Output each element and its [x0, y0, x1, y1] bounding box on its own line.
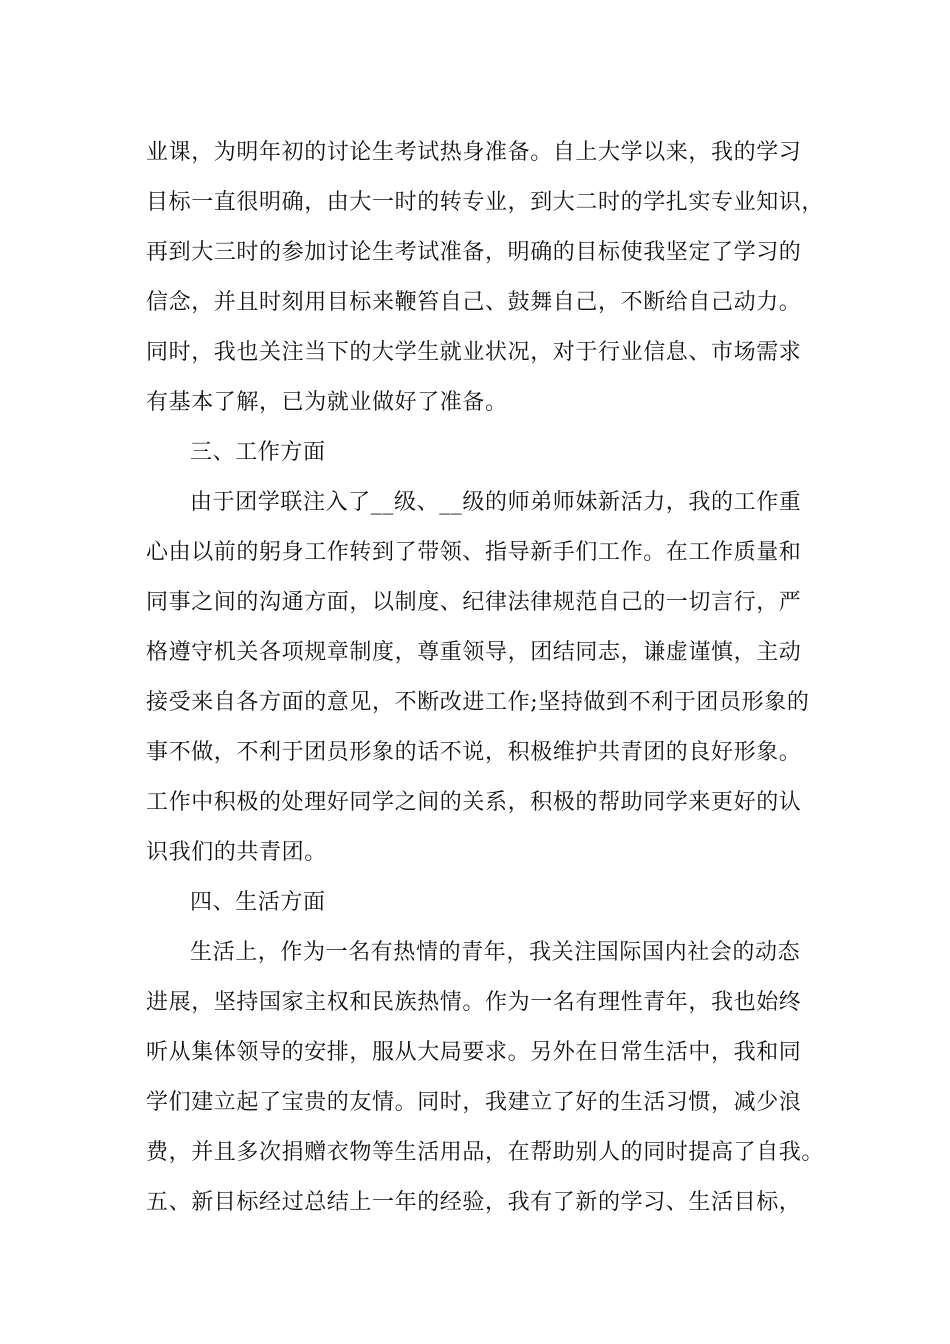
- text-line: 识我们的共青团。: [146, 840, 327, 865]
- section-heading-work: 三、工作方面: [190, 440, 326, 465]
- text-line: 心由以前的躬身工作转到了带领、指导新手们工作。在工作质量和: [146, 540, 802, 565]
- text-line: 业课，为明年初的讨论生考试热身准备。自上大学以来，我的学习: [146, 140, 802, 165]
- text-line: 五、新目标经过总结上一年的经验，我有了新的学习、生活目标，: [146, 1190, 802, 1215]
- text-line: 费，并且多次捐赠衣物等生活用品，在帮助别人的同时提高了自我。: [146, 1140, 825, 1165]
- text-line: 接受来自各方面的意见，不断改进工作;坚持做到不利于团员形象的: [146, 690, 810, 715]
- text-line: 同事之间的沟通方面，以制度、纪律法律规范自己的一切言行，严: [146, 590, 802, 615]
- text-line: 再到大三时的参加讨论生考试准备，明确的目标使我坚定了学习的: [146, 240, 802, 265]
- text-line: 听从集体领导的安排，服从大局要求。另外在日常生活中，我和同: [146, 1040, 802, 1065]
- text-line: 工作中积极的处理好同学之间的关系，积极的帮助同学来更好的认: [146, 790, 802, 815]
- text-line: 格遵守机关各项规章制度，尊重领导，团结同志，谦虚谨慎，主动: [146, 640, 802, 665]
- document-body: [146, 128, 826, 1228]
- text-line: 由于团学联注入了__级、__级的师弟师妹新活力，我的工作重: [190, 490, 802, 515]
- section-heading-life: 四、生活方面: [190, 890, 326, 915]
- text-line: 生活上，作为一名有热情的青年，我关注国际国内社会的动态: [190, 940, 801, 965]
- text-line: 信念，并且时刻用目标来鞭笞自己、鼓舞自己，不断给自己动力。: [146, 290, 802, 315]
- text-line: 事不做，不利于团员形象的话不说，积极维护共青团的良好形象。: [146, 740, 802, 765]
- text-line: 目标一直很明确，由大一时的转专业，到大二时的学扎实专业知识，: [146, 190, 825, 215]
- text-line: 同时，我也关注当下的大学生就业状况，对于行业信息、市场需求: [146, 340, 802, 365]
- text-line: 进展，坚持国家主权和民族热情。作为一名有理性青年，我也始终: [146, 990, 802, 1015]
- text-line: 学们建立起了宝贵的友情。同时，我建立了好的生活习惯，减少浪: [146, 1090, 802, 1115]
- text-line: 有基本了解，已为就业做好了准备。: [146, 390, 508, 415]
